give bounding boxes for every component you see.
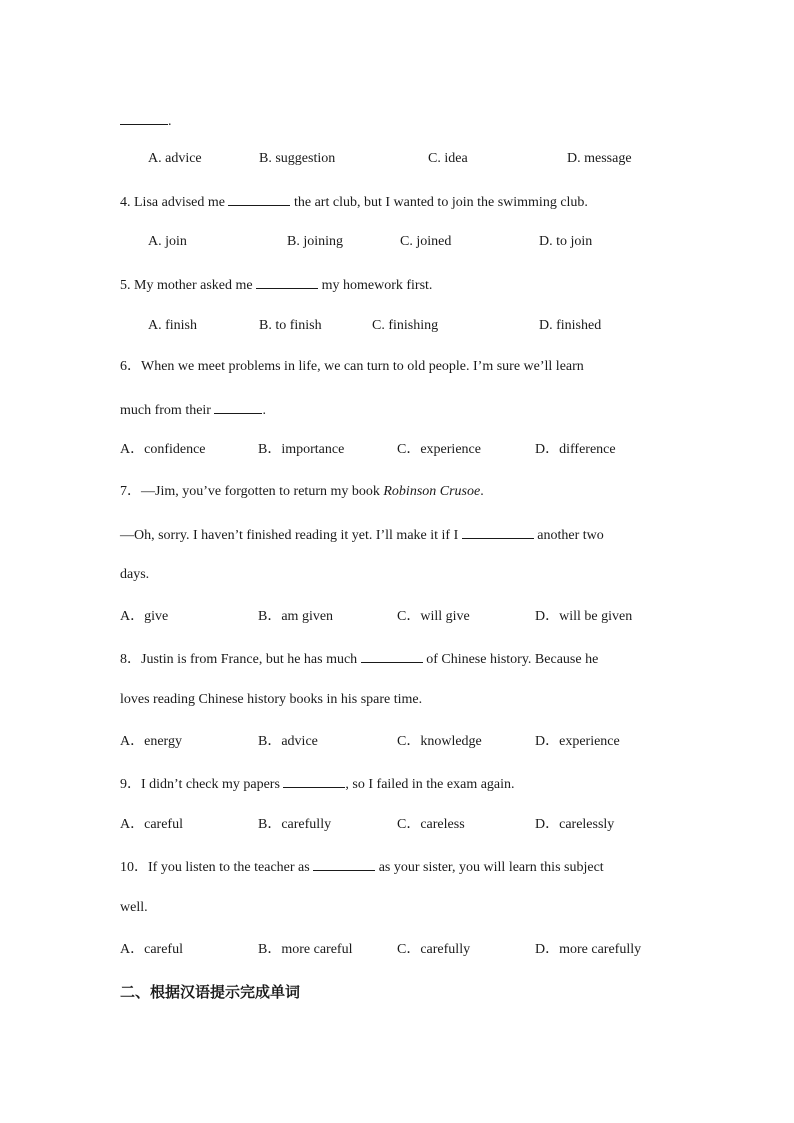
q9-blank bbox=[283, 773, 345, 788]
q10-option-c: C．carefully bbox=[397, 942, 471, 957]
q8-option-a: A．energy bbox=[120, 734, 182, 749]
q6-text-pre: much from their bbox=[120, 403, 211, 418]
q4-option-a: A. join bbox=[148, 234, 187, 249]
q10-option-d: D．more carefully bbox=[535, 942, 642, 957]
q6-question-line2 bbox=[120, 399, 266, 421]
q3-blank bbox=[120, 110, 168, 125]
section-2-heading: 二、根据汉语提示完成单词 bbox=[120, 983, 301, 1001]
q10-option-b: B．more careful bbox=[258, 942, 353, 957]
q8-question-line1 bbox=[120, 648, 598, 670]
q6-option-b: B．importance bbox=[258, 442, 345, 457]
q3-tail: . bbox=[168, 114, 172, 129]
q6-option-a: A．confidence bbox=[120, 442, 206, 457]
q5-text-pre: 5. My mother asked me bbox=[120, 278, 253, 293]
q7-reply-pre: —Oh, sorry. I haven’t finished reading it yet. I’ll make it if I bbox=[120, 528, 459, 543]
q7-option-c: C．will give bbox=[397, 609, 470, 624]
q3-option-a: A. advice bbox=[148, 151, 202, 166]
q8-option-b: B．advice bbox=[258, 734, 318, 749]
q8-question-line2: loves reading Chinese history books in his spare time. bbox=[120, 692, 423, 707]
q3-option-b: B. suggestion bbox=[259, 151, 336, 166]
q6-option-d: D．difference bbox=[535, 442, 616, 457]
q7-option-d: D．will be given bbox=[535, 609, 633, 624]
q7-question-line1 bbox=[120, 482, 484, 502]
q7-text-pre: 7．—Jim, you’ve forgotten to return my book bbox=[120, 484, 380, 499]
q9-text-pre: 9．I didn’t check my papers bbox=[120, 777, 280, 792]
q5-question bbox=[120, 274, 432, 296]
q5-option-c: C. finishing bbox=[372, 318, 439, 333]
q7-book-title: Robinson Crusoe bbox=[383, 484, 481, 499]
q9-option-b: B．carefully bbox=[258, 817, 332, 832]
q7-reply-post: another two bbox=[537, 528, 604, 543]
q6-blank bbox=[214, 399, 262, 414]
q5-blank bbox=[256, 274, 318, 289]
q5-option-a: A. finish bbox=[148, 318, 197, 333]
q4-question bbox=[120, 191, 588, 213]
q5-option-d: D. finished bbox=[539, 318, 602, 333]
q10-text-post: as your sister, you will learn this subject bbox=[378, 860, 604, 875]
q7-option-b: B．am given bbox=[258, 609, 334, 624]
q9-option-d: D．carelessly bbox=[535, 817, 615, 832]
q4-blank bbox=[228, 191, 290, 206]
q8-option-d: D．experience bbox=[535, 734, 620, 749]
q7-option-a: A．give bbox=[120, 609, 169, 624]
q4-option-b: B. joining bbox=[287, 234, 344, 249]
q10-text-pre: 10．If you listen to the teacher as bbox=[120, 860, 310, 875]
q9-text-post: , so I failed in the exam again. bbox=[345, 777, 515, 792]
q7-blank bbox=[462, 524, 534, 539]
q8-text-post: of Chinese history. Because he bbox=[426, 652, 599, 667]
q4-text-pre: 4. Lisa advised me bbox=[120, 195, 225, 210]
q9-question bbox=[120, 773, 515, 795]
q8-blank bbox=[361, 648, 423, 663]
q10-question-line2: well. bbox=[120, 900, 148, 915]
q6-text-post: . bbox=[262, 403, 266, 418]
q5-option-b: B. to finish bbox=[259, 318, 322, 333]
q10-blank bbox=[313, 856, 375, 871]
q8-text-pre: 8．Justin is from France, but he has much bbox=[120, 652, 358, 667]
q9-option-c: C．careless bbox=[397, 817, 465, 832]
q7-text-post: . bbox=[480, 484, 484, 499]
q5-text-post: my homework first. bbox=[321, 278, 433, 293]
q6-option-c: C．experience bbox=[397, 442, 481, 457]
q8-option-c: C．knowledge bbox=[397, 734, 482, 749]
q7-question-line2 bbox=[120, 524, 604, 546]
q4-text-post: the art club, but I wanted to join the swimming club. bbox=[293, 195, 588, 210]
q4-option-c: C. joined bbox=[400, 234, 452, 249]
q7-question-line3: days. bbox=[120, 567, 150, 582]
q10-option-a: A．careful bbox=[120, 942, 183, 957]
q9-option-a: A．careful bbox=[120, 817, 183, 832]
q3-answer-line bbox=[120, 110, 172, 132]
q3-option-c: C. idea bbox=[428, 151, 468, 166]
q6-question-line1: 6．When we meet problems in life, we can turn to old people. I’m sure we’ll learn bbox=[120, 359, 584, 374]
q10-question-line1 bbox=[120, 856, 604, 878]
q3-option-d: D. message bbox=[567, 151, 632, 166]
q4-option-d: D. to join bbox=[539, 234, 593, 249]
